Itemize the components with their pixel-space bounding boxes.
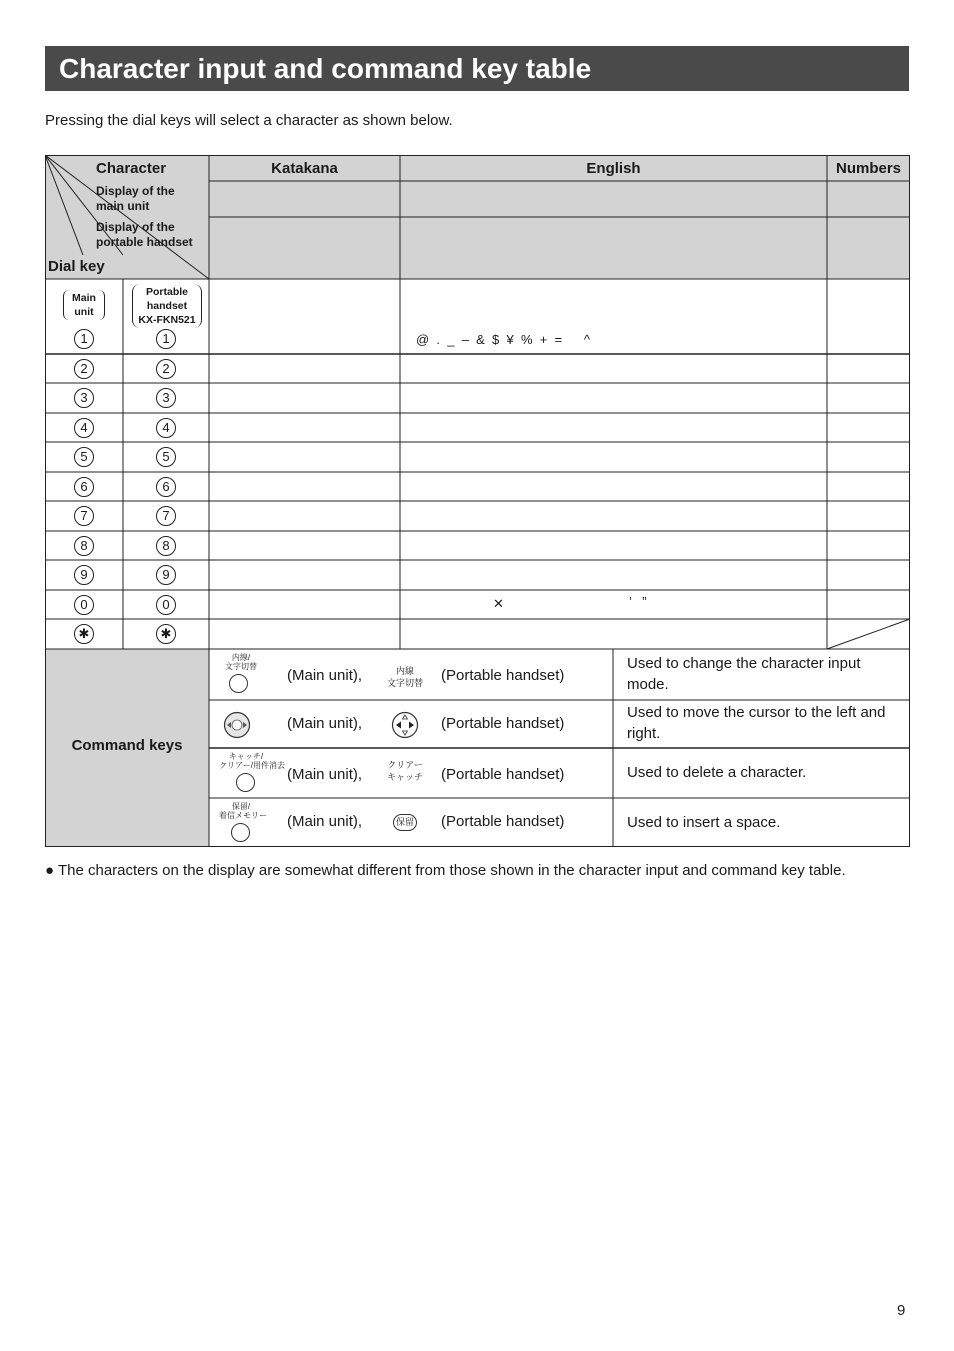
- handset-hold-key-icon: 保留: [393, 814, 417, 831]
- main-key-7: 7: [74, 506, 94, 526]
- main-key-star: ✱: [74, 624, 94, 644]
- handset-clear-key-icon: クリアー キャッチ: [386, 760, 423, 782]
- page-number: 9: [897, 1302, 906, 1319]
- header-numbers: Numbers: [835, 160, 902, 177]
- main-mode-caption: 内線/ 文字切替: [225, 653, 257, 671]
- main-key-2: 2: [74, 359, 94, 379]
- handset-key-9: 9: [156, 565, 176, 585]
- main-key-8: 8: [74, 536, 94, 556]
- main-mode-key-icon: [229, 674, 248, 693]
- main-hold-caption: 保留/ 着信メモリー: [219, 802, 267, 820]
- handset-cursor-key-icon: [391, 711, 419, 739]
- header-display-main: Display of the main unit: [96, 184, 175, 213]
- cmd-4-handset: (Portable handset): [441, 813, 565, 830]
- main-key-4: 4: [74, 418, 94, 438]
- handset-mode-key-icon: 内線 文字切替: [386, 666, 423, 688]
- cmd-2-main-unit: (Main unit),: [287, 715, 363, 732]
- header-display-handset: Display of the portable handset: [96, 220, 193, 249]
- cmd-3-handset: (Portable handset): [441, 766, 565, 783]
- model-label: KX-FKN521: [138, 314, 196, 326]
- command-keys-label: Command keys: [71, 737, 183, 754]
- subheader-portable-handset: Portable handset KX-FKN521: [132, 284, 202, 328]
- handset-key-2: 2: [156, 359, 176, 379]
- cmd-4-main-unit: (Main unit),: [287, 813, 363, 830]
- handset-key-1: 1: [156, 329, 176, 349]
- main-key-9: 9: [74, 565, 94, 585]
- header-english: English: [586, 160, 641, 177]
- cmd-1-description: Used to change the character input mode.: [627, 655, 861, 693]
- handset-key-3: 3: [156, 388, 176, 408]
- main-key-5: 5: [74, 447, 94, 467]
- cmd-2-description: Used to move the cursor to the left and right.: [627, 704, 886, 742]
- handset-key-0: 0: [156, 595, 176, 615]
- main-cursor-key-icon: [223, 711, 251, 739]
- handset-key-6: 6: [156, 477, 176, 497]
- main-key-6: 6: [74, 477, 94, 497]
- main-key-3: 3: [74, 388, 94, 408]
- row-1-english-symbols: @ . _ – & $ ¥ % + = ^: [416, 332, 590, 347]
- intro-text: Pressing the dial keys will select a character as shown below.: [45, 112, 453, 129]
- main-hold-key-icon: [231, 823, 250, 842]
- cmd-3-description: Used to delete a character.: [627, 764, 807, 781]
- main-key-1: 1: [74, 329, 94, 349]
- cmd-1-main-unit: (Main unit),: [287, 667, 363, 684]
- footnote-text: The characters on the display are somewhat different from those shown in the character input and command key table.: [57, 862, 846, 879]
- handset-key-5: 5: [156, 447, 176, 467]
- header-katakana: Katakana: [271, 160, 338, 177]
- cmd-3-main-unit: (Main unit),: [287, 766, 363, 783]
- cmd-2-handset: (Portable handset): [441, 715, 565, 732]
- main-clear-caption: キャッチ/ クリアー/用件消去: [219, 752, 285, 770]
- main-key-0: 0: [74, 595, 94, 615]
- character-table: [45, 155, 910, 847]
- handset-key-8: 8: [156, 536, 176, 556]
- row-0-english-quotes: ’ ”: [629, 594, 647, 609]
- header-dial-key: Dial key: [48, 258, 105, 275]
- cmd-1-handset: (Portable handset): [441, 667, 565, 684]
- handset-key-4: 4: [156, 418, 176, 438]
- handset-key-star: ✱: [156, 624, 176, 644]
- header-character: Character: [96, 160, 167, 177]
- bullet-icon: ●: [45, 862, 55, 879]
- handset-key-7: 7: [156, 506, 176, 526]
- main-clear-key-icon: [236, 773, 255, 792]
- subheader-main-unit: Main unit: [63, 290, 105, 320]
- row-0-english-mark: ✕: [493, 596, 504, 611]
- footnote: [45, 862, 846, 879]
- cmd-4-description: Used to insert a space.: [627, 814, 781, 831]
- page-title: Character input and command key table: [45, 46, 909, 91]
